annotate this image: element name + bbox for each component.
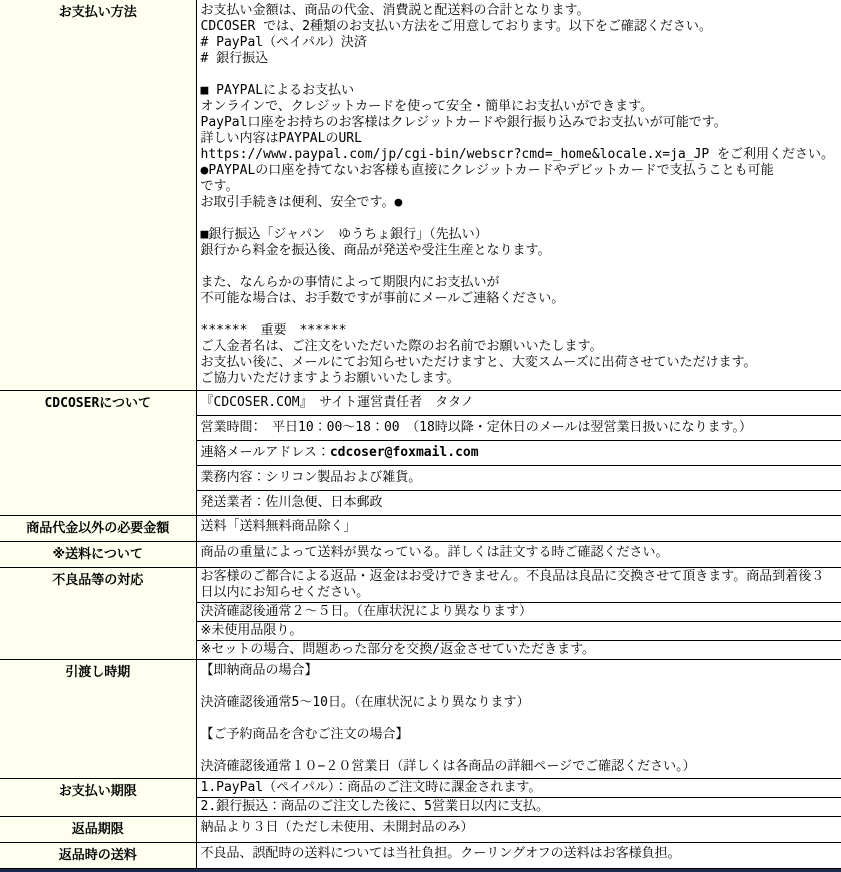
contact-email-line (197, 441, 841, 466)
row-value-extra-fees (196, 516, 841, 542)
important-notice-marker: ****** 重要 ****** (201, 323, 838, 339)
blank-line (201, 211, 838, 227)
row-header-delivery-time: 引渡し時期 (0, 660, 196, 779)
blank-line (201, 679, 838, 695)
paypal-deadline-line: 1.PayPal（ペイパル）：商品のご注文時に課金されます。 (197, 779, 841, 798)
text-line: # PayPal（ペイパル）決済 (201, 35, 838, 51)
text-line: ご入金者名は、ご注文をいただいた際のお名前でお願いいたします。 (201, 339, 838, 355)
text-line: ●PAYPALの口座を持てないお客様も直接にクレジットカードやデビットカードで支払うことも可能 (201, 163, 838, 179)
text-line: 商品の重量によって送料が異なっている。詳しくは註文する時ご確認ください。 (201, 545, 838, 561)
row-header-return-deadline: 返品期限 (0, 817, 196, 843)
row-header-extra-fees: 商品代金以外の必要金額 (0, 516, 196, 542)
contact-email-label: 連絡メールアドレス： (201, 445, 330, 460)
text-line: # 銀行振込 (201, 51, 838, 67)
text-line: オンラインで、クレジットカードを使って安全・簡単にお支払いができます。 (201, 99, 838, 115)
unused-only-line: ※未使用品限り。 (197, 622, 841, 641)
text-line: 決済確認後通常１０−２０営業日（詳しくは各商品の詳細ページでご確認ください。） (201, 759, 838, 775)
row-header-defective-items: 不良品等の対応 (0, 568, 196, 660)
row-value-return-shipping (196, 843, 841, 869)
exchange-time-line: 決済確認後通常２〜５日。（在庫状況により異なります） (197, 603, 841, 622)
site-operator-line: 『CDCOSER.COM』 サイト運営責任者 タタノ (197, 391, 841, 416)
return-policy-line: お客様のご都合による返品・返金はお受けできません。不良品は良品に交換させて頂きます。商品到着後３日以内にお知らせください。 (197, 568, 841, 603)
business-hours-line: 営業時間： 平日10：00〜18：00 （18時以降・定休日のメールは翌営業日扱いになります。） (197, 416, 841, 441)
row-value-about-cdcoser (196, 391, 841, 516)
text-line: お取引手続きは便利、安全です。● (201, 195, 838, 211)
business-description-line: 業務内容：シリコン製品および雑貨。 (197, 466, 841, 491)
text-line: CDCOSER では、2種類のお支払い方法をご用意しております。以下をご確認ください。 (201, 19, 838, 35)
row-header-payment-method: お支払い方法 (0, 0, 196, 391)
text-line: 【ご予約商品を含むご注文の場合】 (201, 727, 838, 743)
text-line: お支払い金額は、商品の代金、消費説と配送料の合計となります。 (201, 3, 838, 19)
row-value-delivery-time (196, 660, 841, 779)
text-line: 決済確認後通常5〜10日。（在庫状況により異なります） (201, 695, 838, 711)
table-row-extra-fees (0, 516, 841, 542)
text-line: 詳しい内容はPAYPALのURL (201, 131, 838, 147)
text-line: 銀行から料金を振込後、商品が発送や受注生産となります。 (201, 243, 838, 259)
blank-line (201, 711, 838, 727)
row-header-shipping-fee: ※送料について (0, 542, 196, 568)
row-header-return-shipping: 返品時の送料 (0, 843, 196, 869)
text-line: 納品より３日（ただし未使用、未開封品のみ） (201, 820, 838, 836)
text-line: 不可能な場合は、お手数ですが事前にメールご連絡ください。 (201, 291, 838, 307)
table-row-about-cdcoser (0, 391, 841, 516)
blank-line (201, 743, 838, 759)
text-line: お支払い後に、メールにてお知らせいただけますと、大変スムーズに出荷させていただけます。 (201, 355, 838, 371)
table-row-return-shipping (0, 843, 841, 869)
row-value-payment-deadline (196, 779, 841, 817)
paypal-url-text: https://www.paypal.com/jp/cgi-bin/webscr?cmd=_home&locale.x=ja_JP をご利用ください。 (201, 147, 838, 163)
row-header-about-cdcoser: CDCOSERについて (0, 391, 196, 516)
table-row-defective-items (0, 568, 841, 660)
set-exchange-line: ※セットの場合、問題あった部分を交換/返金させていただきます。 (197, 641, 841, 659)
text-line: ■ PAYPALによるお支払い (201, 83, 838, 99)
contact-email-address: cdcoser@foxmail.com (330, 445, 479, 460)
text-line: です。 (201, 179, 838, 195)
text-line: 送料「送料無料商品除く」 (201, 519, 838, 535)
text-line: ■銀行振込「ジャパン ゆうちょ銀行」（先払い） (201, 227, 838, 243)
blank-line (201, 67, 838, 83)
text-line: また、なんらかの事情によって期限内にお支払いが (201, 275, 838, 291)
table-row-payment-deadline (0, 779, 841, 817)
table-row-shipping-fee (0, 542, 841, 568)
row-value-shipping-fee (196, 542, 841, 568)
text-line: 不良品、誤配時の送料については当社負担。クーリングオフの送料はお客様負担。 (201, 846, 838, 862)
row-value-payment-method (196, 0, 841, 391)
shipping-carrier-line: 発送業者：佐川急便、日本郵政 (197, 491, 841, 515)
table-row-delivery-time (0, 660, 841, 779)
blank-line (201, 259, 838, 275)
table-row-payment-method (0, 0, 841, 391)
table-row-return-deadline (0, 817, 841, 843)
row-value-defective-items (196, 568, 841, 660)
text-line: PayPal口座をお持ちのお客様はクレジットカードや銀行振り込みでお支払いが可能です。 (201, 115, 838, 131)
row-value-return-deadline (196, 817, 841, 843)
text-line: ご協力いただけますようお願いいたします。 (201, 371, 838, 387)
bank-transfer-deadline-line: 2.銀行振込：商品のご注文した後に、5営業日以内に支払。 (197, 798, 841, 816)
blank-line (201, 307, 838, 323)
text-line: 【即納商品の場合】 (201, 663, 838, 679)
row-header-payment-deadline: お支払い期限 (0, 779, 196, 817)
